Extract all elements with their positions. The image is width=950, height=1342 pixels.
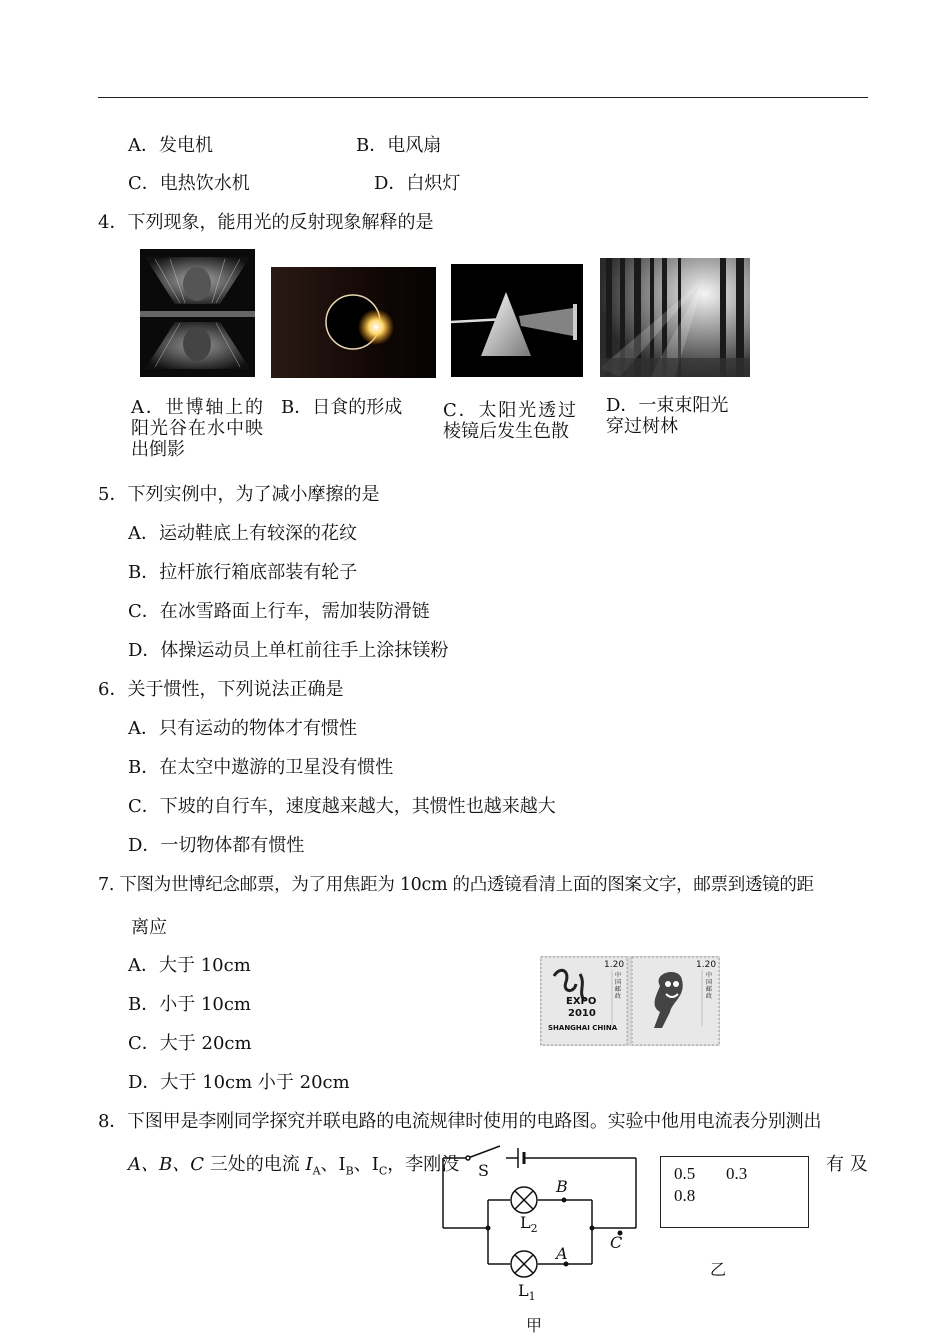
q4-caption-a: A．世博轴上的阳光谷在水中映出倒影 [131,397,263,460]
table-figure-label: 乙 [710,1260,727,1279]
q3-option-c: C．电热饮水机 [128,173,250,194]
lamp-l2-label: $L_2$ [520,1213,538,1236]
parallel-circuit-diagram [438,1140,638,1305]
point-a-label: A [556,1244,568,1263]
forest-sunbeam-image [600,258,750,377]
solar-eclipse-image [271,267,436,378]
stamp-city-text: SHANGHAI CHINA [548,1024,618,1032]
q3-option-b: B．电风扇 [356,135,442,156]
lamp-l1-label: $L_1$ [518,1281,536,1304]
q8-line2-right: 有 及 [826,1154,868,1175]
q5-option-b: B．拉杆旅行箱底部装有轮子 [128,562,358,583]
point-b-label: B [556,1177,568,1196]
expo-stamps-image [540,956,720,1046]
q6-option-d: D．一切物体都有惯性 [128,835,305,856]
reading-row1-a: 0.5 [674,1164,696,1183]
q8-line2: A、B、C 三处的电流 $I_A$、$I_B$、$I_C$，李刚没 [128,1154,460,1178]
q3-option-d: D．白炽灯 [374,173,461,194]
q7-stem-line1: 7. 下图为世博纪念邮票，为了用焦距为 10cm 的凸透镜看清上面的图案文字，邮票到透镜的距 [98,875,814,895]
q7-option-d: D．大于 10cm 小于 20cm [128,1072,350,1093]
sun-valley-reflection-image [140,249,255,377]
q4-caption-c: C．太阳光透过棱镜后发生色散 [443,400,576,442]
q7-option-a: A．大于 10cm [128,955,251,976]
q8-stem: 8．下图甲是李刚同学探究并联电路的电流规律时使用的电路图。实验中他用电流表分别测出 [98,1111,822,1132]
q8-points: A、B、C [128,1154,204,1175]
prism-dispersion-image [451,264,583,377]
stamp-left-price: 1.20 [604,960,625,970]
q8-mid: 三处的电流 [204,1154,306,1175]
header-rule [98,97,868,98]
q4-stem: 4．下列现象，能用光的反射现象解释的是 [98,212,434,233]
stamp-left-post: 中国邮政 [615,972,622,1000]
stamp-right-post: 中国邮政 [706,972,713,1000]
q5-option-d: D．体操运动员上单杠前往手上涂抹镁粉 [128,640,449,661]
q8-ia: $I_A$ [305,1154,321,1178]
stamp-right-price: 1.20 [696,960,717,970]
circuit-figure-label: 甲 [526,1316,543,1335]
q7-option-b: B．小于 10cm [128,994,252,1015]
stamp-year-text: 2010 [568,1008,596,1019]
stamp-expo-text: EXPO [566,996,597,1007]
q6-option-c: C．下坡的自行车，速度越来越大，其惯性也越来越大 [128,796,556,817]
q3-option-a: A．发电机 [128,135,213,156]
q6-option-a: A．只有运动的物体才有惯性 [128,718,357,739]
q7-option-c: C．大于 20cm [128,1033,252,1054]
point-c-label: C [610,1233,623,1252]
q8-end: ，李刚没 [387,1154,460,1175]
q5-option-a: A．运动鞋底上有较深的花纹 [128,523,357,544]
q5-option-c: C．在冰雪路面上行车，需加装防滑链 [128,601,430,622]
reading-row2: 0.8 [674,1186,696,1205]
q4-caption-d: D．一束束阳光穿过树林 [606,395,729,437]
q4-caption-b: B．日食的形成 [281,397,403,418]
q7-stem-line2: 离应 [131,917,167,938]
q5-stem: 5．下列实例中，为了减小摩擦的是 [98,484,380,505]
switch-label: S [478,1161,489,1180]
q6-stem: 6．关于惯性，下列说法正确是 [98,679,344,700]
reading-row1-b: 0.3 [726,1164,748,1183]
q6-option-b: B．在太空中遨游的卫星没有惯性 [128,757,394,778]
